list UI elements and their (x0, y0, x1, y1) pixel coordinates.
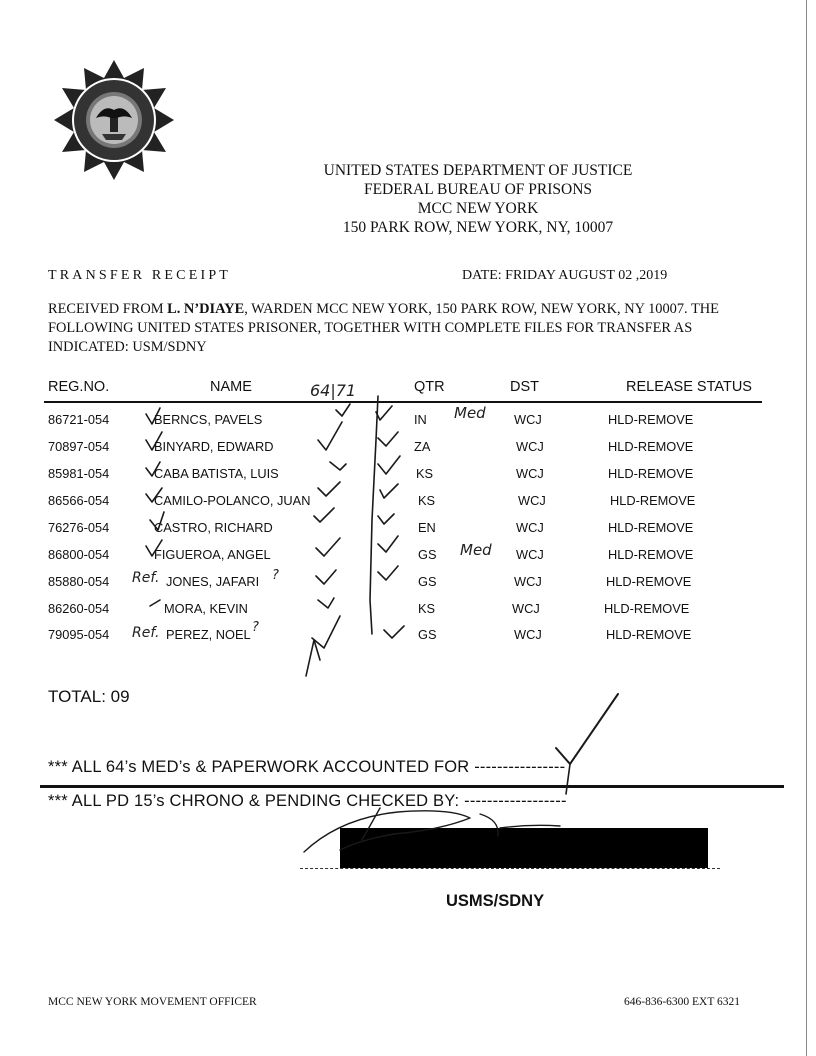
checkmark-icon (378, 536, 398, 552)
checkmark-icon (318, 598, 334, 608)
row-reg: 76276-054 (48, 520, 110, 535)
receipt-title: TRANSFER RECEIPT (48, 268, 232, 283)
handwritten-ref-2: Ref. (132, 625, 160, 641)
row-name: MORA, KEVIN (164, 601, 248, 616)
received-paragraph (48, 300, 768, 357)
agency-line-1: UNITED STATES DEPARTMENT OF JUSTICE (323, 162, 633, 179)
handwritten-question-2: ? (252, 620, 259, 635)
row-qtr: GS (418, 547, 437, 562)
agency-header (0, 161, 816, 237)
row-name: FIGUEROA, ANGEL (154, 547, 271, 562)
footer-officer: MCC NEW YORK MOVEMENT OFFICER (48, 996, 257, 1008)
row-status: HLD-REMOVE (608, 412, 694, 427)
row-dst: WCJ (516, 466, 544, 481)
header-dst: DST (510, 379, 539, 395)
header-reg: REG.NO. (48, 379, 110, 395)
header-name: NAME (210, 379, 252, 395)
handwritten-med-2: Med (460, 541, 492, 559)
footer-phone: 646-836-6300 EXT 6321 (624, 996, 741, 1008)
checkmark-icon (336, 404, 350, 416)
checkmark-icon (314, 508, 334, 522)
row-status: HLD-REMOVE (604, 601, 690, 616)
agency-line-2: FEDERAL BUREAU OF PRISONS (363, 181, 593, 198)
row-dst: WCJ (514, 412, 542, 427)
statement-paperwork-dashes: ---------------- (474, 758, 566, 776)
usms-label: USMS/SDNY (446, 892, 545, 910)
checkmark-icon (378, 514, 394, 524)
row-reg: 70897-054 (48, 439, 110, 454)
handwritten-ref-1: Ref. (132, 570, 160, 586)
received-prefix: RECEIVED FROM (48, 301, 168, 317)
checkmark-icon (384, 626, 404, 638)
row-name: BERNCS, PAVELS (154, 412, 263, 427)
row-dst: WCJ (514, 574, 542, 589)
big-checkmark-icon (556, 694, 618, 764)
row-qtr: GS (418, 627, 437, 642)
row-reg: 86566-054 (48, 493, 110, 508)
checkmark-icon (318, 422, 342, 450)
handwritten-header-note: 64|71 (310, 381, 357, 400)
row-status: HLD-REMOVE (610, 493, 696, 508)
checkmark-icon (380, 484, 398, 498)
checkmark-icon (378, 566, 398, 580)
row-qtr: EN (418, 520, 436, 535)
checkmark-icon (318, 482, 340, 496)
row-reg: 79095-054 (48, 627, 110, 642)
statement-chrono-text: *** ALL PD 15’s CHRONO & PENDING CHECKED BY: (48, 792, 465, 810)
page-edge-line (806, 0, 807, 1056)
agency-line-4: 150 PARK ROW, NEW YORK, NY, 10007 (342, 219, 614, 236)
row-status: HLD-REMOVE (608, 439, 694, 454)
handwritten-med-1: Med (454, 404, 486, 422)
row-dst: WCJ (512, 601, 540, 616)
row-dst: WCJ (516, 547, 544, 562)
handwritten-question-1: ? (272, 568, 279, 583)
row-reg: 86260-054 (48, 601, 110, 616)
row-name: JONES, JAFARI (166, 574, 260, 589)
checkmark-icon (378, 456, 400, 474)
row-name: PEREZ, NOEL (166, 627, 251, 642)
warden-name: L. N’DIAYE (167, 301, 245, 317)
row-reg: 85880-054 (48, 574, 110, 589)
agency-line-3: MCC NEW YORK (417, 200, 539, 217)
row-name: CABA BATISTA, LUIS (154, 466, 279, 481)
row-dst: WCJ (516, 520, 544, 535)
signature-line (300, 868, 720, 869)
checkmark-icon (378, 432, 398, 446)
row-qtr: KS (416, 466, 434, 481)
checkmark-icon (316, 538, 340, 556)
row-dst: WCJ (514, 627, 542, 642)
row-name: BINYARD, EDWARD (154, 439, 274, 454)
row-qtr: KS (418, 601, 436, 616)
row-status: HLD-REMOVE (608, 520, 694, 535)
row-qtr: KS (418, 493, 436, 508)
row-reg: 85981-054 (48, 466, 110, 481)
checkmark-icon (312, 616, 340, 648)
row-reg: 86800-054 (48, 547, 110, 562)
row-reg: 86721-054 (48, 412, 110, 427)
checkmark-icon (316, 570, 336, 584)
statement-chrono (48, 792, 567, 811)
checkmark-icon (150, 600, 160, 606)
row-status: HLD-REMOVE (606, 627, 692, 642)
header-qtr: QTR (414, 379, 445, 395)
row-status: HLD-REMOVE (606, 574, 692, 589)
checkmark-icon (330, 462, 346, 470)
row-dst: WCJ (518, 493, 546, 508)
row-qtr: IN (414, 412, 427, 427)
checkmark-icon (376, 406, 392, 420)
header-status: RELEASE STATUS (626, 379, 752, 395)
row-qtr: ZA (414, 439, 431, 454)
total-count: TOTAL: 09 (48, 687, 130, 706)
header-rule (44, 401, 762, 403)
redaction-block (340, 828, 708, 868)
row-name: CAMILO-POLANCO, JUAN (154, 493, 311, 508)
statement-paperwork (48, 758, 565, 777)
received-rest: , WARDEN MCC NEW YORK, 150 PARK ROW, NEW YORK, NY 10007. THE FOLLOWING UNITED STATES PRISONER, TOGETHER WITH COMPLETE FILES FOR TRANSFER AS INDICATED: USM/SDNY (48, 301, 719, 355)
row-dst: WCJ (516, 439, 544, 454)
divider-rule (40, 785, 784, 788)
statement-paperwork-text: *** ALL 64’s MED’s & PAPERWORK ACCOUNTED FOR (48, 758, 475, 776)
receipt-date: DATE: FRIDAY AUGUST 02 ,2019 (462, 268, 668, 283)
row-qtr: GS (418, 574, 437, 589)
row-status: HLD-REMOVE (608, 547, 694, 562)
statement-chrono-dashes: ------------------ (464, 792, 567, 810)
row-name: CASTRO, RICHARD (154, 520, 273, 535)
row-status: HLD-REMOVE (608, 466, 694, 481)
